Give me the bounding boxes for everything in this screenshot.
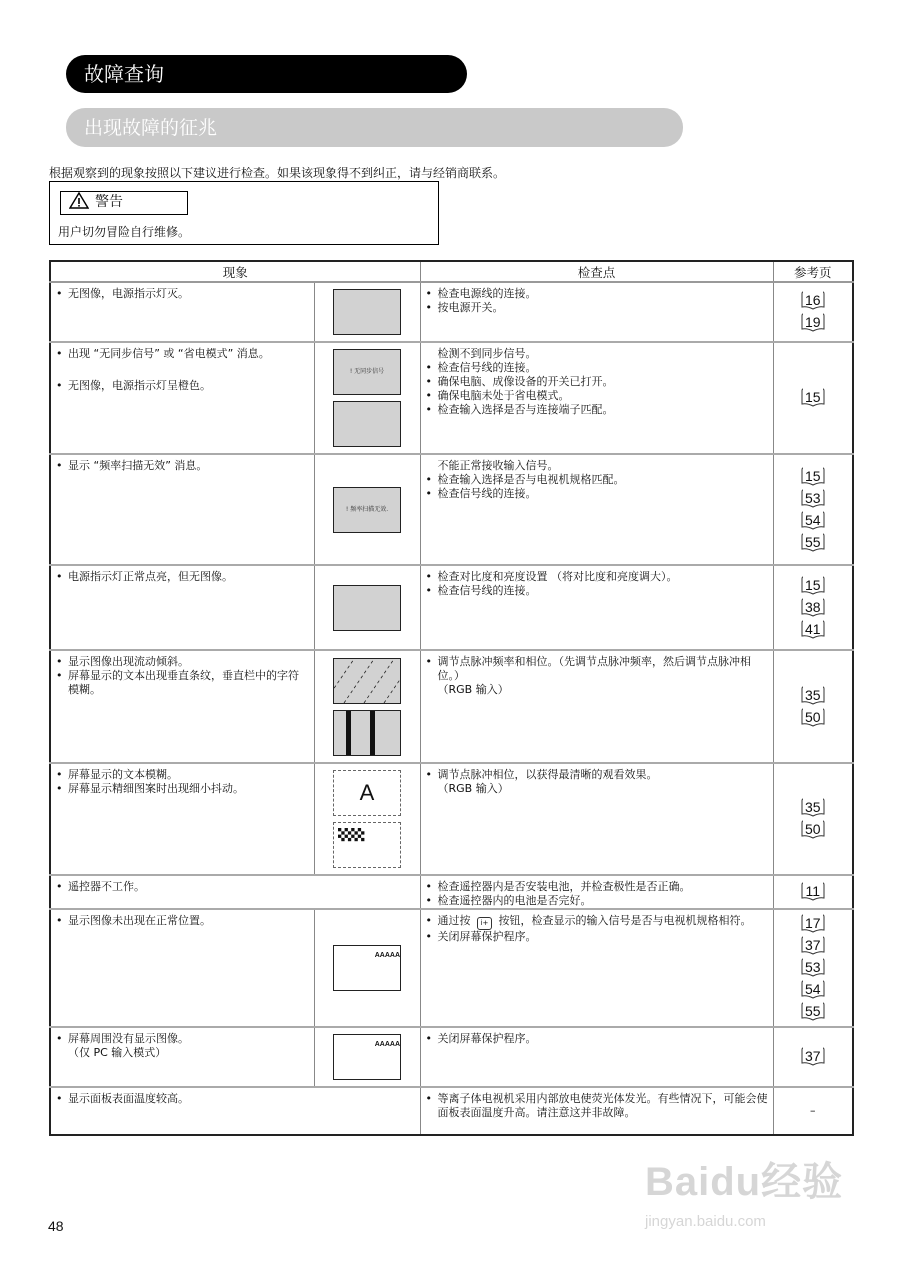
section-subtitle: [66, 108, 683, 147]
symptom-item: • 显示图像未出现在正常位置。: [56, 914, 310, 928]
symptom-cell: [50, 565, 314, 650]
table-row: [50, 565, 853, 650]
page-ref-book-icon[interactable]: [801, 798, 825, 818]
warning-label: 警告: [95, 194, 123, 210]
illustration-cell: [314, 454, 420, 565]
symptom-cell: [50, 763, 314, 875]
check-cell: [420, 342, 773, 454]
message-screen-illustration: [333, 349, 401, 395]
symptom-item: • 显示图像出现流动倾斜。: [56, 655, 310, 669]
check-item: （RGB 输入）: [437, 782, 509, 795]
check-cell: [420, 909, 773, 1027]
warning-triangle-icon: [69, 192, 89, 209]
table-row: [50, 763, 853, 875]
symptom-item: • 屏幕显示的文本出现垂直条纹，垂直栏中的字符模糊。: [56, 669, 310, 697]
illustration-cell: [314, 342, 420, 454]
page-ref-number: 15: [804, 576, 821, 593]
header-ref: 参考页: [773, 261, 853, 282]
ref-cell: [773, 650, 853, 763]
page-ref-book-icon[interactable]: [801, 620, 825, 640]
check-item: • 检查信号线的连接。: [426, 361, 769, 375]
page-ref-book-icon[interactable]: [801, 511, 825, 531]
check-item: • 检查信号线的连接。: [426, 584, 769, 598]
page-ref-number: 16: [804, 292, 821, 308]
illustration-cell: [314, 909, 420, 1027]
check-item: • 关闭屏幕保护程序。: [426, 1032, 769, 1046]
table-row: [50, 1087, 853, 1135]
page-ref-number: 53: [804, 959, 821, 975]
page-ref-number: 55: [804, 533, 821, 550]
section-title-text: 故障查询: [84, 62, 164, 86]
page-ref-number: 37: [804, 937, 821, 953]
page-ref-number: 50: [804, 708, 821, 725]
table-row: [50, 1027, 853, 1087]
check-item: • 等离子体电视机采用内部放电使荧光体发光。有些情况下，可能会使面板表面温度升高。请注意这并非故障。: [426, 1092, 769, 1120]
illustration-cell: [314, 565, 420, 650]
intro-text: 根据观察到的现象按照以下建议进行检查。如果该现象得不到纠正，请与经销商联系。: [49, 166, 506, 180]
check-item: • 调节点脉冲相位，以获得最清晰的观看效果。: [426, 768, 769, 782]
check-cell: [420, 454, 773, 565]
symptom-cell: [50, 282, 314, 342]
symptom-item: • 遥控器不工作。: [56, 880, 416, 894]
ref-cell: [773, 342, 853, 454]
ref-cell: [773, 1027, 853, 1087]
table-row: [50, 342, 853, 454]
illustration-cell: [314, 1027, 420, 1087]
page-ref-number: 54: [804, 981, 821, 997]
warning-box: [49, 181, 439, 245]
vertical-stripes-illustration: [333, 710, 401, 756]
header-symptom: 现象: [50, 261, 420, 282]
check-cell: [420, 1027, 773, 1087]
symptom-cell: [50, 875, 420, 909]
info-button-icon: i+: [477, 917, 492, 930]
blank-screen-illustration: [333, 401, 401, 447]
table-row: [50, 454, 853, 565]
illustration-cell: [314, 282, 420, 342]
symptom-cell: [50, 342, 314, 454]
page-ref-number: 11: [805, 883, 821, 899]
diagonal-noise-illustration: [333, 658, 401, 704]
check-cell: [420, 763, 773, 875]
page-number: 48: [48, 1218, 64, 1234]
table-row: [50, 650, 853, 763]
section-title: [66, 55, 467, 93]
ref-cell: [773, 763, 853, 875]
symptom-item: • 无图像，电源指示灯呈橙色。: [56, 379, 310, 393]
symptom-cell: [50, 1087, 420, 1135]
check-item: • 检查电源线的连接。: [426, 287, 769, 301]
page-ref-number: 17: [804, 915, 821, 931]
check-item: • 检查遥控器内是否安装电池，并检查极性是否正确。: [426, 880, 769, 894]
offset-image-illustration: [333, 1034, 401, 1080]
warning-header: [60, 191, 188, 215]
offset-image-illustration: [333, 945, 401, 991]
blank-screen-illustration: [333, 289, 401, 335]
page-ref-number: 35: [804, 686, 821, 703]
ref-cell: [773, 282, 853, 342]
ref-cell: [773, 909, 853, 1027]
symptom-item: • 无图像，电源指示灯灭。: [56, 287, 310, 301]
check-cell: [420, 1087, 773, 1135]
page-ref-book-icon[interactable]: [801, 914, 825, 934]
page-ref-book-icon[interactable]: [801, 467, 825, 487]
page-ref-book-icon[interactable]: [801, 388, 825, 408]
check-item: 不能正常接收输入信号。: [437, 459, 559, 472]
page-ref-book-icon[interactable]: [801, 820, 825, 840]
troubleshooting-table: [49, 260, 854, 1136]
check-item: • 调节点脉冲频率和相位。（先调节点脉冲频率，然后调节点脉冲相位。）: [426, 655, 769, 683]
check-item: • 关闭屏幕保护程序。: [426, 930, 769, 944]
page-ref-number: 50: [804, 821, 821, 837]
check-item: • 检查遥控器内的电池是否完好。: [426, 894, 769, 908]
page-ref-number: 15: [804, 389, 821, 405]
page-ref-book-icon[interactable]: [801, 882, 825, 902]
page-ref-number: 19: [804, 314, 821, 330]
page-ref-number: 35: [804, 799, 821, 815]
check-item: 检测不到同步信号。: [437, 347, 537, 360]
page-ref-book-icon[interactable]: [801, 958, 825, 978]
illustration-cell: [314, 763, 420, 875]
check-cell: [420, 565, 773, 650]
check-item: • 确保电脑未处于省电模式。: [426, 389, 769, 403]
ref-cell: [773, 875, 853, 909]
page-ref-book-icon[interactable]: [801, 291, 825, 311]
table-row: [50, 282, 853, 342]
illustration-cell: [314, 650, 420, 763]
blurred-text-illustration: [333, 770, 401, 816]
stripe: [370, 711, 375, 755]
watermark-brand: Baidu经验: [645, 1160, 844, 1204]
check-item: • 检查输入选择是否与电视机规格匹配。: [426, 473, 769, 487]
check-item: [426, 914, 769, 930]
table-header-row: [50, 261, 853, 282]
page-ref-book-icon[interactable]: [801, 598, 825, 618]
check-item: • 检查对比度和亮度设置 （将对比度和亮度调大）。: [426, 570, 769, 584]
symptom-item: • 屏幕周围没有显示图像。: [56, 1032, 310, 1046]
check-item: • 确保电脑、成像设备的开关已打开。: [426, 375, 769, 389]
watermark: [645, 1150, 843, 1230]
page-ref-book-icon[interactable]: [801, 708, 825, 728]
ref-cell: [773, 454, 853, 565]
offset-text: AAAAA: [374, 952, 400, 959]
ref-none: –: [810, 1104, 816, 1117]
page-ref-book-icon[interactable]: [801, 313, 825, 333]
symptom-item: • 电源指示灯正常点亮，但无图像。: [56, 570, 310, 584]
check-cell: [420, 282, 773, 342]
check-item: • 检查信号线的连接。: [426, 487, 769, 501]
table-row: [50, 875, 853, 909]
page-ref-number: 37: [804, 1048, 821, 1064]
page-ref-book-icon[interactable]: [801, 576, 825, 596]
page-ref-book-icon[interactable]: [801, 489, 825, 509]
symptom-item: • 出现 “无同步信号” 或 “省电模式” 消息。: [56, 347, 310, 361]
screen-message: ! 无同步信号: [349, 368, 385, 375]
blank-screen-illustration: [333, 585, 401, 631]
page-ref-number: 38: [804, 598, 821, 615]
screen-message: ! 频率扫描无效.: [345, 505, 389, 513]
symptom-cell: [50, 650, 314, 763]
check-cell: [420, 650, 773, 763]
symptom-item: （仅 PC 输入模式）: [68, 1046, 167, 1059]
ref-cell: [773, 1087, 853, 1135]
check-cell: [420, 875, 773, 909]
check-text: 按钮，检查显示的输入信号是否与电视机规格相符。: [495, 914, 752, 927]
page-ref-book-icon[interactable]: [801, 1047, 825, 1067]
page-ref-book-icon[interactable]: [801, 686, 825, 706]
check-item: • 按电源开关。: [426, 301, 769, 315]
offset-text: AAAAA: [374, 1041, 400, 1048]
page-ref-book-icon[interactable]: [801, 533, 825, 553]
letter-a: A: [359, 780, 375, 805]
page-ref-number: 53: [804, 489, 821, 506]
table-row: [50, 909, 853, 1027]
symptom-item: • 显示面板表面温度较高。: [56, 1092, 416, 1106]
header-check: 检查点: [420, 261, 773, 282]
symptom-cell: [50, 909, 314, 1027]
symptom-cell: [50, 1027, 314, 1087]
checker-pattern-illustration: [333, 822, 401, 868]
page-ref-number: 55: [804, 1003, 821, 1019]
page-ref-number: 54: [804, 511, 821, 528]
message-screen-illustration: [333, 487, 401, 533]
page-ref-book-icon[interactable]: [801, 980, 825, 1000]
page-ref-number: 41: [804, 620, 821, 637]
check-text: 通过按: [437, 914, 475, 927]
section-subtitle-text: 出现故障的征兆: [84, 117, 218, 139]
symptom-item: • 显示 “频率扫描无效” 消息。: [56, 459, 310, 473]
watermark-url: jingyan.baidu.com: [645, 1213, 766, 1230]
check-item: （RGB 输入）: [437, 683, 509, 696]
page-ref-number: 15: [804, 467, 821, 484]
stripe: [346, 711, 351, 755]
check-item: • 检查输入选择是否与连接端子匹配。: [426, 403, 769, 417]
ref-cell: [773, 565, 853, 650]
page-ref-book-icon[interactable]: [801, 1002, 825, 1022]
symptom-item: • 屏幕显示精细图案时出现细小抖动。: [56, 782, 310, 796]
warning-text: 用户切勿冒险自行维修。: [58, 225, 191, 239]
symptom-cell: [50, 454, 314, 565]
symptom-item: • 屏幕显示的文本模糊。: [56, 768, 310, 782]
page-ref-book-icon[interactable]: [801, 936, 825, 956]
